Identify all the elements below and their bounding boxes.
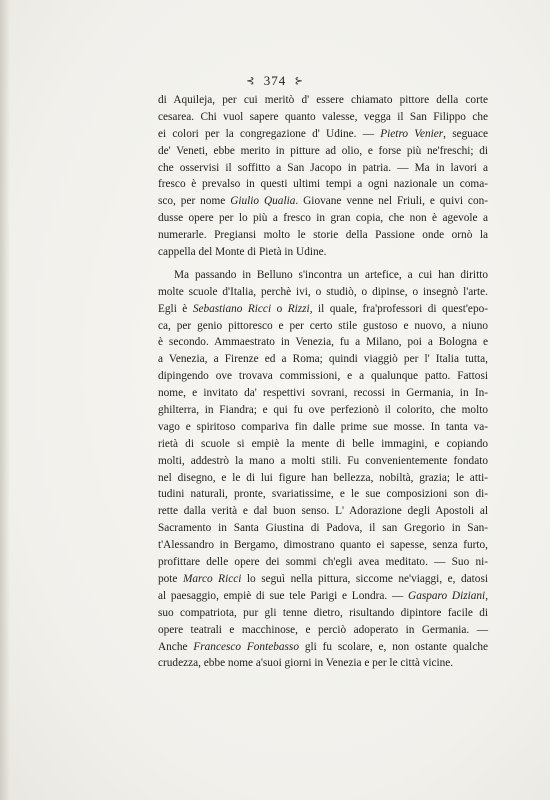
text-line: Egli è Sebastiano Ricci o Rizzi, il quale, fra'professori di quest'epo- — [158, 302, 489, 315]
text-line: nome, e invitato da' respettivi sovrani, recossi in Germania, in In- — [158, 387, 488, 400]
text-line: numerarle. Pregiansi molto le storie della Passione onde ornò la — [158, 229, 488, 242]
text-line: nel disegno, e le di lui figure han bellezza, nobiltà, grazia; le atti- — [158, 471, 488, 484]
text-line: dipingendo ove trovava commissioni, e a qualunque patto. Fattosi — [158, 370, 488, 383]
text-line: vago e spiritoso compariva fin dalle prime sue mosse. In tanta va- — [158, 420, 488, 433]
text-line: tudini naturali, pronte, svariatissime, e le sue composizioni son di- — [158, 488, 488, 501]
text-line: cesarea. Chi vuol sapere quanto valesse, vegga il San Filippo che — [158, 110, 488, 123]
text-line: al paesaggio, empiè di sue tele Parigi e Londra. — Gasparo Diziani, — [158, 589, 489, 602]
body-text — [158, 92, 488, 672]
ornament-left-icon: ⊰ — [246, 76, 256, 87]
text-line: sco, per nome Giulio Qualia. Giovane venne nel Friuli, e quivi con- — [158, 195, 488, 208]
page-number: 374 — [263, 73, 287, 88]
text-line: ca, per genio pittoresco e per certo stile gustoso e nuovo, a niuno — [158, 319, 488, 332]
page-header — [0, 73, 550, 89]
text-line: pote Marco Ricci lo seguì nella pittura, siccome ne'viaggi, e, datosi — [158, 572, 488, 585]
text-line: rietà di scuole si empiè la mente di belle immagini, e copiando — [158, 437, 488, 450]
ornament-right-icon: ⊱ — [294, 76, 304, 87]
text-line: suo compatriota, pur gli tenne dietro, risultando dipintore facile di — [158, 606, 488, 619]
text-line: rette dalla verità e dal buon senso. L' Adorazione degli Apostoli al — [158, 505, 488, 518]
text-line: opere teatrali e macchinose, e perciò adoperato in Germania. — — [158, 623, 488, 636]
text-line: de' Veneti, ebbe merito in pitture ad olio, e forse più ne'freschi; di — [158, 144, 488, 157]
text-line: Ma passando in Belluno s'incontra un artefice, a cui han diritto — [174, 268, 488, 281]
text-line: cappella del Monte di Pietà in Udine. — [158, 246, 327, 259]
text-line: a Venezia, a Firenze ed a Roma; quindi viaggiò per l' Italia tutta, — [158, 353, 488, 366]
text-line: Anche Francesco Fontebasso gli fu scolare, e, non ostante qualche — [158, 640, 489, 653]
text-line: molte scuole d'Italia, perchè ivi, o studiò, o dipinse, o insegnò l'arte. — [158, 285, 488, 298]
text-line: è secondo. Ammaestrato in Venezia, fu a Milano, poi a Bologna e — [158, 336, 488, 349]
text-line: dusse opere per lo più a fresco in gran copia, che non è agevole a — [158, 212, 488, 225]
text-line: Sacramento in Santa Giustina di Padova, il san Gregorio in San- — [158, 522, 488, 535]
text-line: t'Alessandro in Bergamo, dimostrano quanto ei sapesse, senza furto, — [158, 539, 488, 552]
text-line: molti, addestrò la mano a molti stili. Fu convenientemente fondato — [158, 454, 488, 467]
page-spine-shadow — [0, 0, 10, 800]
text-line: ghilterra, in Fiandra; e qui fu ove perfezionò il colorito, che molto — [158, 404, 488, 417]
text-line: fresco è prevalso in questi ultimi tempi a ogni nazionale un coma- — [158, 178, 488, 191]
text-line: di Aquileja, per cui meritò d' essere chiamato pittore della corte — [158, 94, 488, 106]
text-line: ei colori per la congregazione d' Udine. — Pietro Venier, seguace — [158, 127, 488, 140]
text-line: crudezza, ebbe nome a'suoi giorni in Venezia e per le città vicine. — [158, 657, 454, 670]
text-line: che osservisi il soffitto a San Jacopo in patria. — Ma in lavori a — [158, 161, 488, 174]
text-line: profittare delle opere dei sommi ch'egli avea meditato. — Suo ni- — [158, 556, 488, 569]
